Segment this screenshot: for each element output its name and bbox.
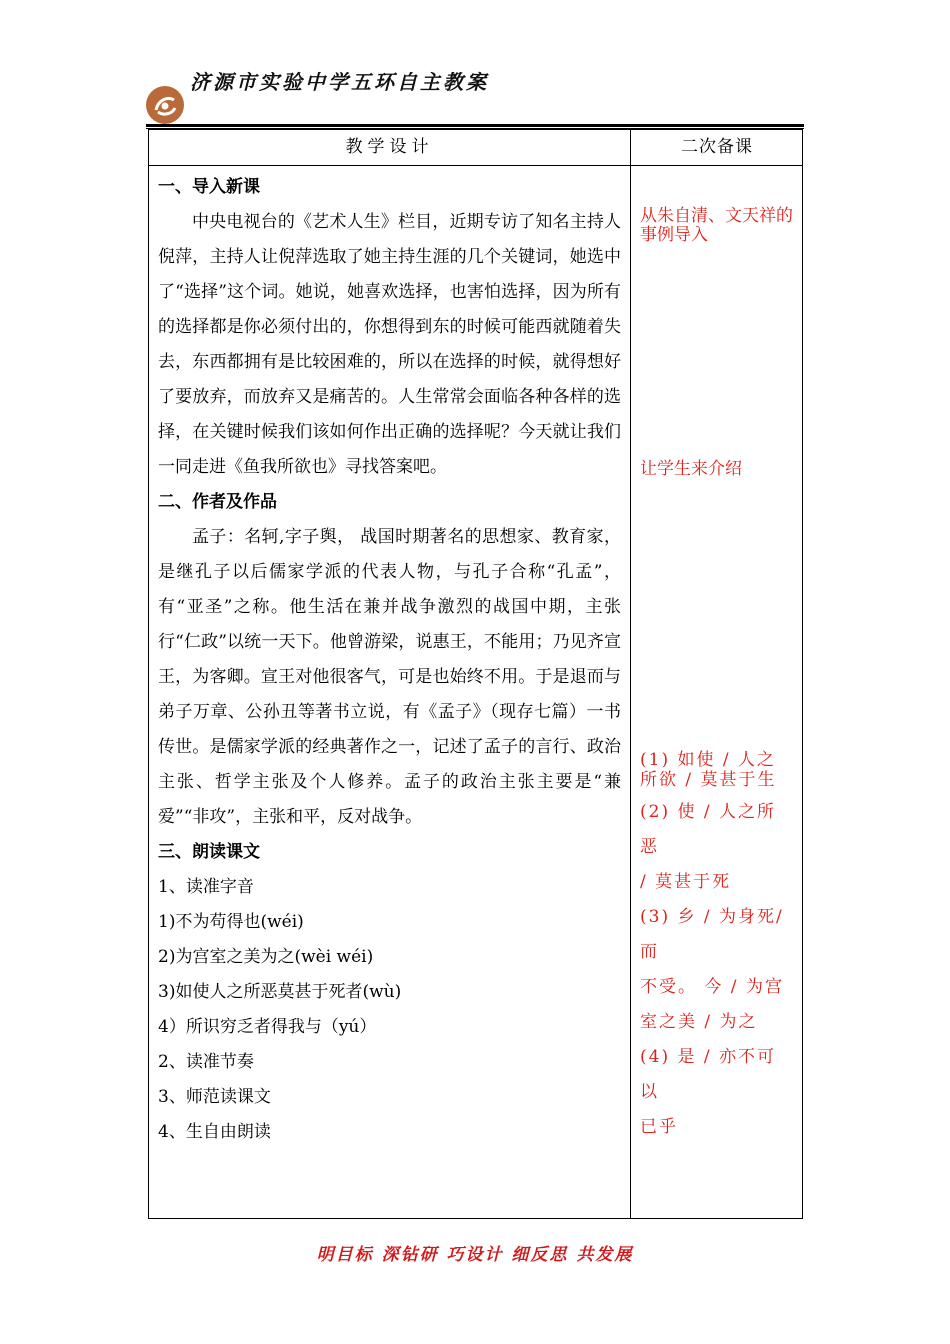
note-line: (3) 乡 / 为身死/而 [640, 907, 784, 962]
school-title: 济源市实验中学五环自主教案 [190, 70, 489, 94]
note-text: (1) 如使 / 人之所欲 / 莫甚于生 [640, 750, 777, 790]
section-title-intro: 一、导入新课 [158, 177, 260, 197]
reading-item: 4）所识穷乏者得我与（yú） [158, 1017, 377, 1037]
column-header-design: 教学设计 [345, 137, 434, 157]
lesson-content [158, 170, 621, 1150]
note-line: (4) 是 / 亦不可以 [640, 1047, 777, 1102]
reading-item: 1、读准字音 [158, 877, 254, 897]
note-text: 从朱自清、文天祥的事例导入 [640, 206, 793, 245]
lesson-table [148, 129, 803, 1219]
intro-paragraph: 中央电视台的《艺术人生》栏目，近期专访了知名主持人倪萍，主持人让倪萍选取了她主持生涯的几个关键词，她选中了“选择”这个词。她说，她喜欢选择，也害怕选择，因为所有的选择都是你必须付出的，你想得到东的时候可能西就随着失去，东西都拥有是比较困难的，所以在选择的时候，就得想好了要放弃，而放弃又是痛苦的。人生常常会面临各种各样的选择，在关键时候我们该如何作出正确的选择呢？今天就让我们一同走进《鱼我所欲也》寻找答案吧。 [158, 212, 621, 477]
reading-item: 1)不为苟得也(wéi) [158, 912, 304, 932]
note-text: 让学生来介绍 [640, 459, 742, 479]
header-divider [149, 165, 802, 166]
note-intro [640, 207, 795, 245]
column-divider [630, 130, 631, 1218]
footer-motto: 明目标 深钻研 巧设计 细反思 共发展 [316, 1245, 634, 1265]
note-author [640, 452, 795, 487]
section-title-reading: 三、朗读课文 [158, 842, 260, 862]
note-rhythm-1 [640, 750, 795, 790]
note-line: (2) 使 / 人之所恶 [640, 802, 777, 857]
reading-item: 2、读准节奏 [158, 1052, 254, 1072]
header-rule [146, 124, 804, 127]
section-title-author: 二、作者及作品 [158, 492, 277, 512]
note-rhythm-rest [640, 795, 795, 1145]
column-header-notes: 二次备课 [681, 137, 753, 157]
note-line: / 莫甚于死 [640, 872, 732, 892]
reading-item: 2)为宫室之美为之(wèi wéi) [158, 947, 374, 967]
reading-item: 3、师范读课文 [158, 1087, 271, 1107]
note-line: 不受。 今 / 为宫 [640, 977, 784, 997]
note-line: 已乎 [640, 1117, 678, 1137]
reading-item: 4、生自由朗读 [158, 1122, 271, 1142]
school-logo-icon [146, 86, 184, 124]
author-paragraph: 孟子：名轲,字子舆， 战国时期著名的思想家、教育家，是继孔子以后儒家学派的代表人物，与孔子合称“孔孟”，有“亚圣”之称。他生活在兼并战争激烈的战国中期，主张行“仁政”以统一天下。他曾游梁，说惠王，不能用；乃见齐宣王，为客卿。宣王对他很客气，可是也始终不用。于是退而与弟子万章、公孙丑等著书立说，有《孟子》（现存七篇）一书传世。是儒家学派的经典著作之一，记述了孟子的言行、政治主张、哲学主张及个人修养。孟子的政治主张主要是“兼爱”“非攻”，主张和平，反对战争。 [158, 527, 621, 827]
note-line: 室之美 / 为之 [640, 1012, 758, 1032]
reading-item: 3)如使人之所恶莫甚于死者(wù) [158, 982, 402, 1002]
